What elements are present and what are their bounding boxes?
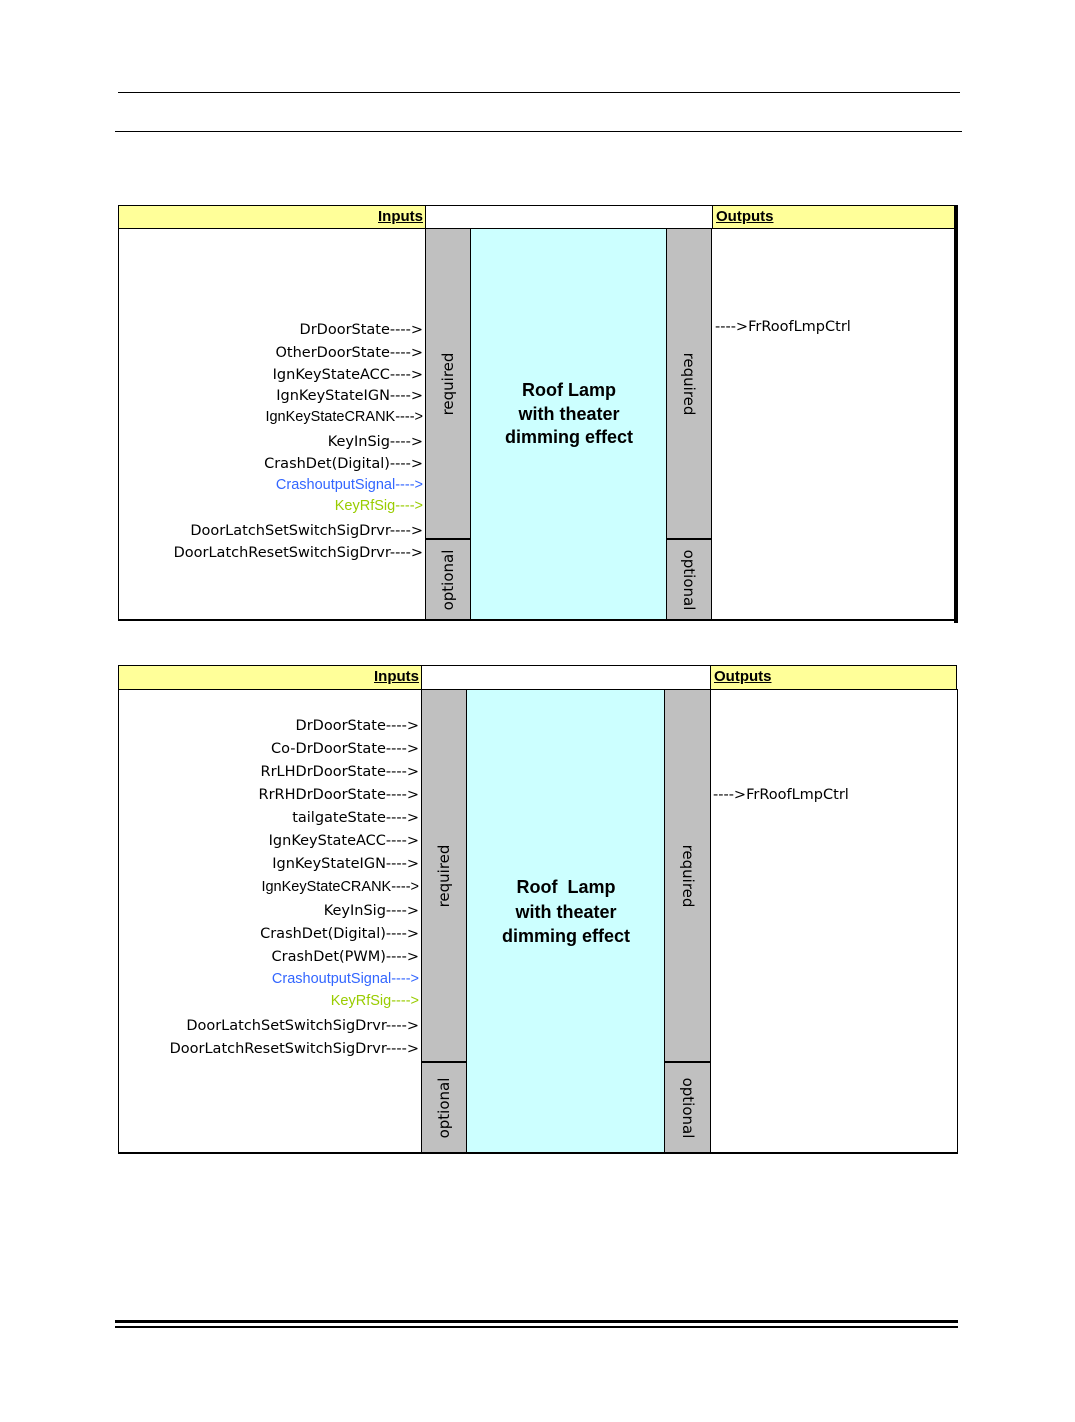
title-line-2: with theater — [515, 901, 617, 922]
inputs-header: Inputs — [118, 205, 426, 229]
header-rule-top — [118, 92, 960, 93]
title-line-2: with theater — [518, 403, 620, 424]
right-optional-segment — [667, 538, 711, 619]
right-optional-label: optional — [678, 1077, 697, 1138]
right-optional-label: optional — [680, 549, 698, 610]
input-signal: KeyInSig----> — [327, 434, 423, 450]
input-signal: RrRHDrDoorState----> — [258, 787, 419, 803]
left-required-label: required — [435, 844, 453, 908]
input-signal: DoorLatchSetSwitchSigDrvr----> — [186, 1018, 419, 1034]
outputs-pane — [710, 689, 958, 1154]
input-signal: OtherDoorState----> — [275, 345, 423, 361]
left-optional-label: optional — [435, 1077, 453, 1138]
input-signal: DoorLatchResetSwitchSigDrvr----> — [173, 545, 423, 561]
roof-lamp-title — [467, 875, 665, 949]
right-optional-segment — [665, 1061, 710, 1152]
input-signal: DrDoorState----> — [295, 718, 419, 734]
roof-lamp-title — [471, 379, 667, 450]
input-signal-list — [119, 690, 419, 1150]
input-signal: KeyInSig----> — [323, 903, 419, 919]
header-spacer — [421, 665, 711, 690]
left-interface-bar — [421, 689, 467, 1154]
footer-rule-thick — [115, 1320, 958, 1323]
input-signal: CrashDet(Digital)----> — [260, 926, 419, 942]
title-line-1: Roof Lamp — [522, 380, 616, 400]
inputs-pane — [118, 228, 426, 621]
input-signal: CrashDet(PWM)----> — [271, 949, 419, 965]
input-signal: RrLHDrDoorState----> — [260, 764, 419, 780]
right-interface-bar — [664, 689, 711, 1154]
left-required-label: required — [439, 352, 457, 416]
input-signal: DoorLatchSetSwitchSigDrvr----> — [190, 523, 423, 539]
roof-lamp-block — [467, 689, 665, 1154]
header-rule-bottom — [115, 131, 962, 132]
left-interface-bar — [425, 228, 471, 621]
title-line-1: Roof Lamp — [516, 877, 616, 897]
input-signal: IgnKeyStateCRANK----> — [265, 409, 423, 425]
left-optional-segment — [426, 538, 470, 619]
input-signal-list — [119, 229, 423, 619]
outputs-header: Outputs — [712, 205, 956, 229]
roof-lamp-block — [471, 228, 667, 621]
title-line-3: dimming effect — [501, 926, 630, 946]
input-signal: IgnKeyStateIGN----> — [276, 388, 423, 404]
left-optional-label: optional — [439, 549, 457, 610]
input-signal: DoorLatchResetSwitchSigDrvr----> — [169, 1041, 419, 1057]
left-required-segment — [422, 690, 466, 1062]
roof-lamp-diagram-2 — [118, 665, 960, 1155]
output-signal: ---->FrRoofLmpCtrl — [715, 319, 851, 335]
input-signal: IgnKeyStateIGN----> — [272, 856, 419, 872]
inputs-header: Inputs — [118, 665, 422, 690]
right-interface-bar — [666, 228, 712, 621]
input-signal: DrDoorState----> — [299, 322, 423, 338]
input-signal: CrashoutputSignal----> — [271, 971, 419, 987]
input-signal: KeyRfSig----> — [330, 993, 419, 1009]
input-signal: CrashoutputSignal----> — [275, 477, 423, 493]
inputs-pane — [118, 689, 422, 1154]
right-required-label: required — [678, 844, 697, 908]
outputs-header: Outputs — [710, 665, 957, 690]
footer-rule-thin — [115, 1326, 958, 1328]
header-spacer — [425, 205, 713, 229]
left-required-segment — [426, 229, 470, 539]
outputs-pane — [711, 228, 955, 621]
roof-lamp-diagram-1 — [118, 205, 960, 623]
right-edge — [954, 205, 958, 623]
input-signal: KeyRfSig----> — [334, 498, 423, 514]
right-required-label: required — [680, 352, 698, 416]
left-optional-segment — [422, 1061, 466, 1152]
input-signal: IgnKeyStateCRANK----> — [261, 879, 419, 895]
input-signal: tailgateState----> — [292, 810, 419, 826]
input-signal: IgnKeyStateACC----> — [268, 833, 419, 849]
input-signal: IgnKeyStateACC----> — [272, 367, 423, 383]
right-required-segment — [665, 690, 710, 1062]
right-required-segment — [667, 229, 711, 539]
title-line-3: dimming effect — [504, 427, 633, 447]
output-signal: ---->FrRoofLmpCtrl — [713, 787, 849, 803]
input-signal: Co-DrDoorState----> — [271, 741, 419, 757]
input-signal: CrashDet(Digital)----> — [264, 456, 423, 472]
